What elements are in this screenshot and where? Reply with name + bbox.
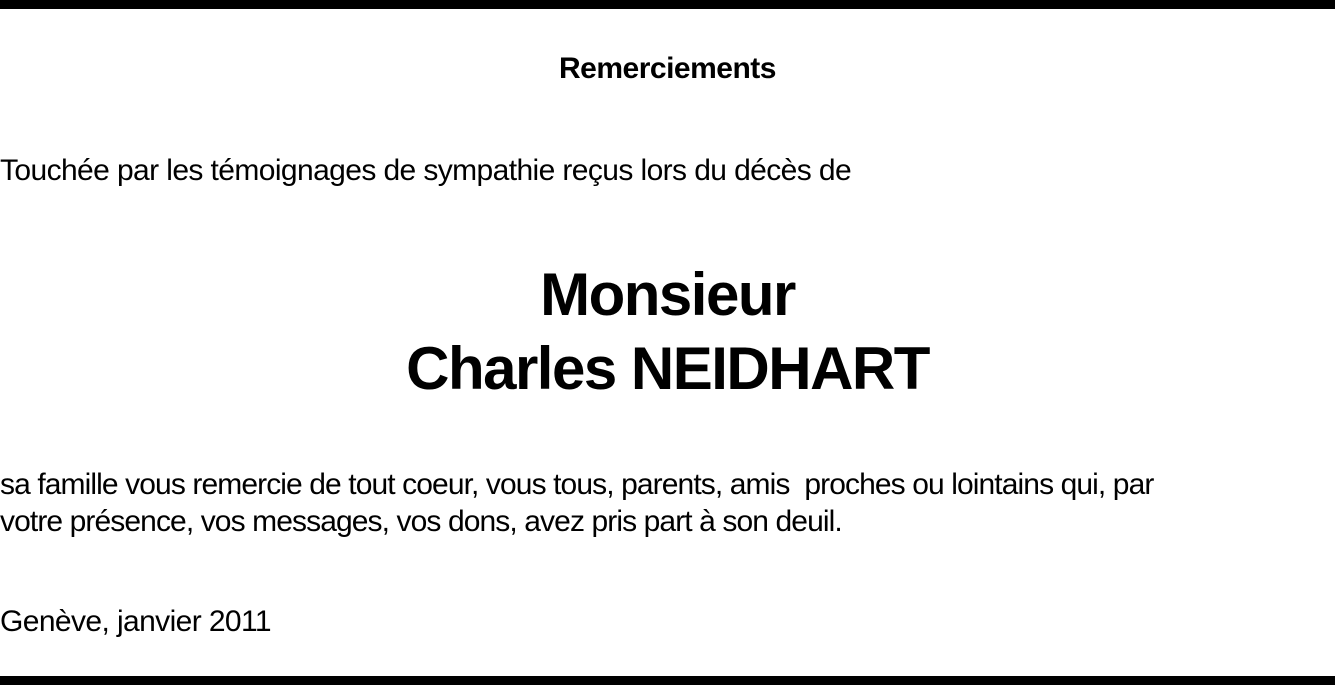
deceased-name: Charles NEIDHART (406, 335, 929, 402)
notice-heading: Remerciements (559, 52, 776, 85)
top-border-rule (0, 0, 1335, 9)
intro-text: Touchée par les témoignages de sympathie reçus lors du décès de (0, 154, 852, 187)
thanks-message (0, 466, 1335, 540)
bottom-border-rule (0, 676, 1335, 685)
deceased-name-block (0, 258, 1335, 406)
thanks-message-line-1: sa famille vous remercie de tout coeur, vous tous, parents, amis proches ou lointains qui, par (0, 468, 1154, 501)
place-date-signoff: Genève, janvier 2011 (0, 605, 271, 638)
thanks-message-line-2: votre présence, vos messages, vos dons, avez pris part à son deuil. (0, 505, 842, 538)
honorific: Monsieur (540, 261, 795, 328)
